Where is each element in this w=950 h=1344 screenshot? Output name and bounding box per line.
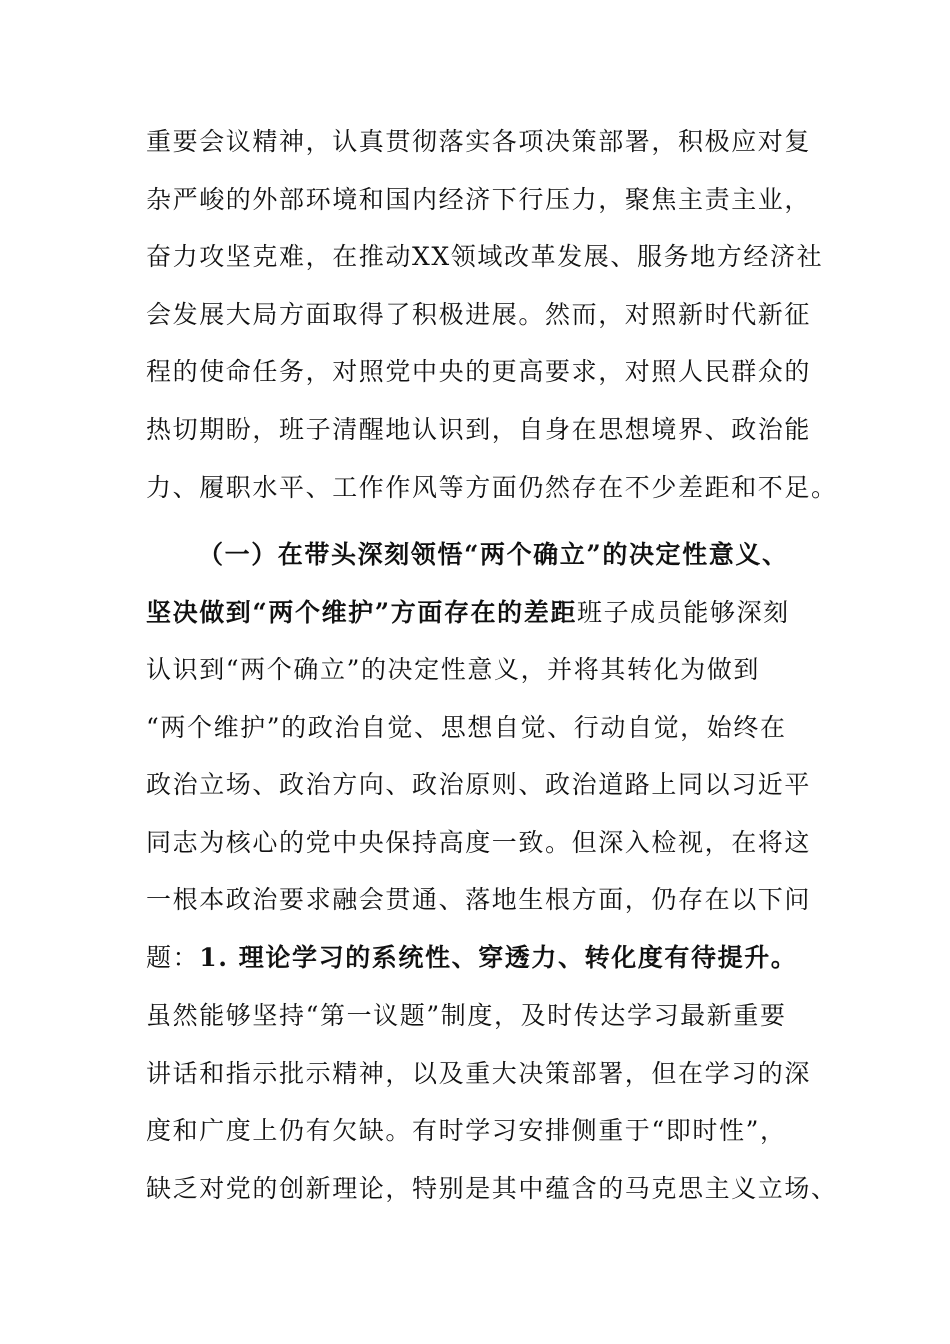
paragraph-line-10: “两个维护”的政治自觉、思想自觉、行动自觉，始终在 — [146, 713, 787, 742]
subheading-bold-text: 1. 理论学习的系统性、穿透力、转化度有待提升。 — [199, 943, 798, 972]
paragraph-line-13: 一根本政治要求融会贯通、落地生根方面，仍存在以下问 — [146, 885, 812, 914]
section-body-text: 班子成员能够深刻 — [576, 598, 790, 627]
paragraph-line-17: 讲话和指示批示精神，以及重大决策部署，但在学习的深 — [146, 1059, 812, 1088]
paragraph-line-4: 会发展大局方面取得了积极进展。然而，对照新时代新征 — [146, 300, 812, 329]
section-heading-bold-text: 坚决做到“两个维护”方面存在的差距 — [146, 598, 577, 627]
paragraph-line-19: 缺乏对党的创新理论，特别是其中蕴含的马克思主义立场、 — [146, 1174, 838, 1203]
paragraph-line-1: 重要会议精神，认真贯彻落实各项决策部署，积极应对复 — [146, 127, 812, 156]
paragraph-line-12: 同志为核心的党中央保持高度一致。但深入检视，在将这 — [146, 828, 812, 857]
paragraph-line-7: 力、履职水平、工作作风等方面仍然存在不少差距和不足。 — [146, 473, 838, 502]
paragraph-line-5: 程的使命任务，对照党中央的更高要求，对照人民群众的 — [146, 357, 812, 386]
section-heading-line-2 — [146, 598, 790, 628]
subheading-prefix: 题： — [146, 943, 200, 972]
paragraph-line-16: 虽然能够坚持“第一议题”制度，及时传达学习最新重要 — [146, 1001, 787, 1030]
paragraph-line-3: 奋力攻坚克难，在推动XX领域改革发展、服务地方经济社 — [146, 242, 824, 271]
subheading-line — [146, 943, 797, 973]
paragraph-line-6: 热切期盼，班子清醒地认识到，自身在思想境界、政治能 — [146, 415, 812, 444]
paragraph-line-2: 杂严峻的外部环境和国内经济下行压力，聚焦主责主业， — [146, 185, 812, 214]
section-heading-line-1: （一）在带头深刻领悟“两个确立”的决定性意义、 — [198, 540, 789, 569]
paragraph-line-18: 度和广度上仍有欠缺。有时学习安排侧重于“即时性”， — [146, 1116, 787, 1145]
paragraph-line-11: 政治立场、政治方向、政治原则、政治道路上同以习近平 — [146, 770, 812, 799]
paragraph-line-9: 认识到“两个确立”的决定性意义，并将其转化为做到 — [146, 655, 760, 684]
